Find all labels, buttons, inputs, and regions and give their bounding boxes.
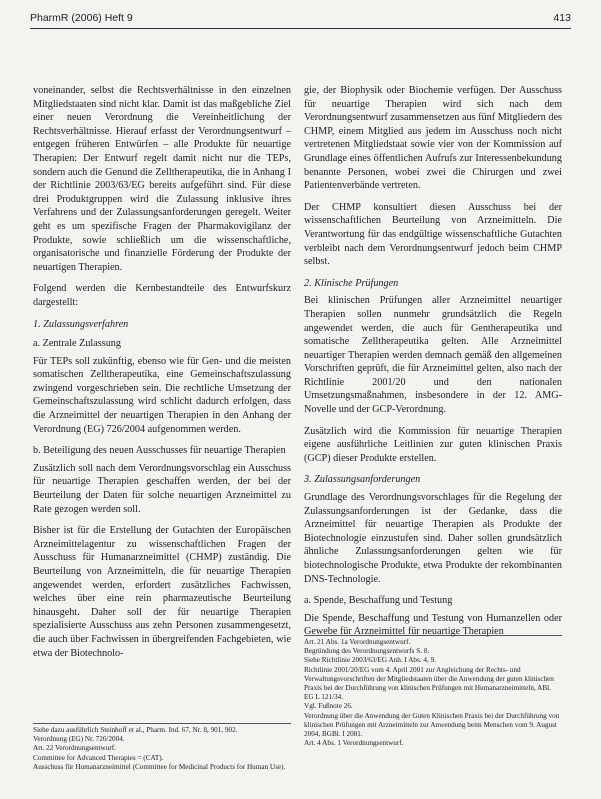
paragraph: Die Spende, Beschaffung und Testung von Humanzellen oder Gewebe für Arzneimittel für neuartige Therapien <box>304 612 562 638</box>
footnote: Verordnung (EG) Nr. 726/2004. <box>33 735 125 744</box>
section-heading: 3. Zulassungsanforderungen <box>304 474 421 486</box>
paragraph: Bisher ist für die Erstellung der Gutachten der Europäischen Arzneimittelagentur zu wissenschaftlichen Fragen der Ausschuss für Humanarzneimittel (CHMP) zuständig. Die Beurteilung von Arzneimitteln, die für neuartige Therapien angewendet werden, erfordert zusätzliches Fachwissen, welches über eine rein pharmazeutische Beurteilung hinausgeht. Daher soll der für neuartige Therapien spezialisierte Ausschuss aus zehn Personen zusammengesetzt, die auch über Fachwissen in übergreifenden Fachgebieten, wie etwa der Biotechnolo- <box>33 525 291 659</box>
footnote: Ausschuss für Humanarzneimittel (Committee for Medicinal Products for Human Use). <box>33 762 286 771</box>
page-header <box>30 6 571 29</box>
footnote: Committee for Advanced Therapies = (CAT). <box>33 753 164 762</box>
section-heading: 1. Zulassungsverfahren <box>33 318 129 330</box>
paragraph: Grundlage des Verordnungsvorschlages für die Regelung der Zulassungsanforderungen ist der Gedanke, dass die Arzneimittel für neuartige Therapien als Produkte der Biotechnologie einzustufen sind. Daher sollen grundsätzlich ähnliche Zulassungsanforderungen gelten wie für biotechnologische Produkte, etwa Produkte der rekombinanten DNS-Technologie. <box>304 492 562 585</box>
footnotes-right <box>304 635 562 748</box>
footnote: Siehe dazu ausführlich Steinhoff et al., Pharm. Ind. 67, Nr. 8, 901, 902. <box>33 726 238 734</box>
paragraph: Für TEPs soll zukünftig, ebenso wie für Gen- und die meisten somatischen Zelltherapeutika, eine Gemeinschaftszulassung zwingend vorgeschrieben sein. Die rechtliche Umsetzung der Gemeinschaftszulassung wird schlicht dadurch erfolgen, dass die Arzneimittel der neuartigen Therapien in den Anhang der Verordnung (EG) 726/2004 aufgenommen werden. <box>33 355 291 435</box>
paragraph: Der CHMP konsultiert diesen Ausschuss bei der wissenschaftlichen Beurteilung von Arzneimitteln. Die Verantwortung für das endgültige wissenschaftliche Gutachten verbleibt nach dem Verordnungsentwurf jedoch beim CHMP selbst. <box>304 201 562 268</box>
footnote: Begründung des Verordnungsentwurfs S. 8. <box>304 647 430 656</box>
footnote: Verordnung über die Anwendung der Guten Klinischen Praxis bei der Durchführung von klinischen Prüfungen mit Arzneimitteln zur Anwendung beim Menschen vom 9. August 2004, BGBl. I 2081. <box>304 711 560 739</box>
paragraph: gie, der Biophysik oder Biochemie verfügen. Der Ausschuss für neuartige Therapien wird sich nach dem Verordnungsentwurf zusammensetzen aus fünf Mitgliedern des CHMP, einem Mitglied aus jedem im Ausschuss noch nicht vertretenen Mitgliedstaat sowie vier von der Kommission auf Grundlage eines öffentlichen Aufrufs zur Interessenbekundung benannte Personen, wobei zwei die Chirurgen und zwei Patientenverbände vertreten. <box>304 85 562 192</box>
paragraph: Zusätzlich soll nach dem Verordnungsvorschlag ein Ausschuss für neuartige Therapien geschaffen werden, der bei der Beurteilung der Daten für solche neuartigen Arzneimittel zu Rate gezogen werden soll. <box>33 462 291 515</box>
paragraph: Zusätzlich wird die Kommission für neuartige Therapien eigene ausführliche Leitlinien zur guten klinischen Praxis (GCP) dieser Produkte erstellen. <box>304 425 562 464</box>
page-number: 413 <box>553 12 571 24</box>
section-heading: 2. Klinische Prüfungen <box>304 277 399 289</box>
journal-title: PharmR (2006) Heft 9 <box>30 12 133 24</box>
footnote: Art. 4 Abs. 1 Verordnungsentwurf. <box>304 739 404 748</box>
paragraph: voneinander, selbst die Rechtsverhältnisse in den einzelnen Mitgliedstaaten sind nicht klar. Damit ist das maßgebliche Ziel einer neuen Verordnung die Vereinheitlichung der Rechtsverhältnisse. Hierauf erfasst der Verordnungsentwurf – entgegen früheren Entwürfen – alle Produkte für neuartige Therapien: Der Entwurf regelt damit nicht nur die TEPs, sondern auch die Genund die Zelltherapeutika, die in Anhang I der Richtlinie 2003/63/EG bereits aufgeführt sind. Für diese drei Produktgruppen wird die Zulassung inklusive ihres Verfahrens und der Zulassungsanforderungen geregelt. Weiter geht es um spezifische Fragen der Pharmakovigilanz der Produkte, sowie schließlich um die wissenschaftliche, organisatorische und finanzielle Förderung der Produkte der neuartigen Therapien. <box>33 85 291 273</box>
right-column <box>304 84 562 647</box>
footnotes-left <box>33 723 291 772</box>
left-column <box>33 84 291 668</box>
subsection-heading: a. Spende, Beschaffung und Testung <box>304 595 453 607</box>
footnote: Siehe Richtlinie 2003/63/EG Anh. I Abs. 4, 9. <box>304 656 436 665</box>
footnote: Richtlinie 2001/20/EG vom 4. April 2001 zur Angleichung der Rechts- und Verwaltungsvorschriften der Mitgliedstaaten über die Anwendung der guten klinischen Praxis bei der Durchführung von klinischen Prüfungen mit Humanarzneimitteln, ABl. EG L 121/34. <box>304 665 554 702</box>
footnote: Art. 22 Verordnungsentwurf. <box>33 744 116 753</box>
paragraph: Bei klinischen Prüfungen aller Arzneimittel neuartiger Therapien sollen nunmehr grundsätzlich die Regeln angewendet werden, die auch für Gentherapeutika und somatische Zelltherapeutika gelten. Alle Arzneimittel neuartiger Therapien werden demnach gemäß den allgemeinen Vorschriften geprüft, die für Arzneimittel gelten, also nach der Richtlinie 2001/20 und den nationalen Umsetzungsmaßnahmen, insbesondere in der 12. AMG-Novelle und der GCP-Verordnung. <box>304 295 562 416</box>
subsection-heading: b. Beteiligung des neuen Ausschusses für neuartige Therapien <box>33 445 286 457</box>
paragraph: Folgend werden die Kernbestandteile des Entwurfskurz dargestellt: <box>33 283 291 308</box>
footnote: Vgl. Fußnote 26. <box>304 702 353 711</box>
footnote: Art. 21 Abs. 1a Verordnungsentwurf. <box>304 638 411 646</box>
subsection-heading: a. Zentrale Zulassung <box>33 338 121 350</box>
